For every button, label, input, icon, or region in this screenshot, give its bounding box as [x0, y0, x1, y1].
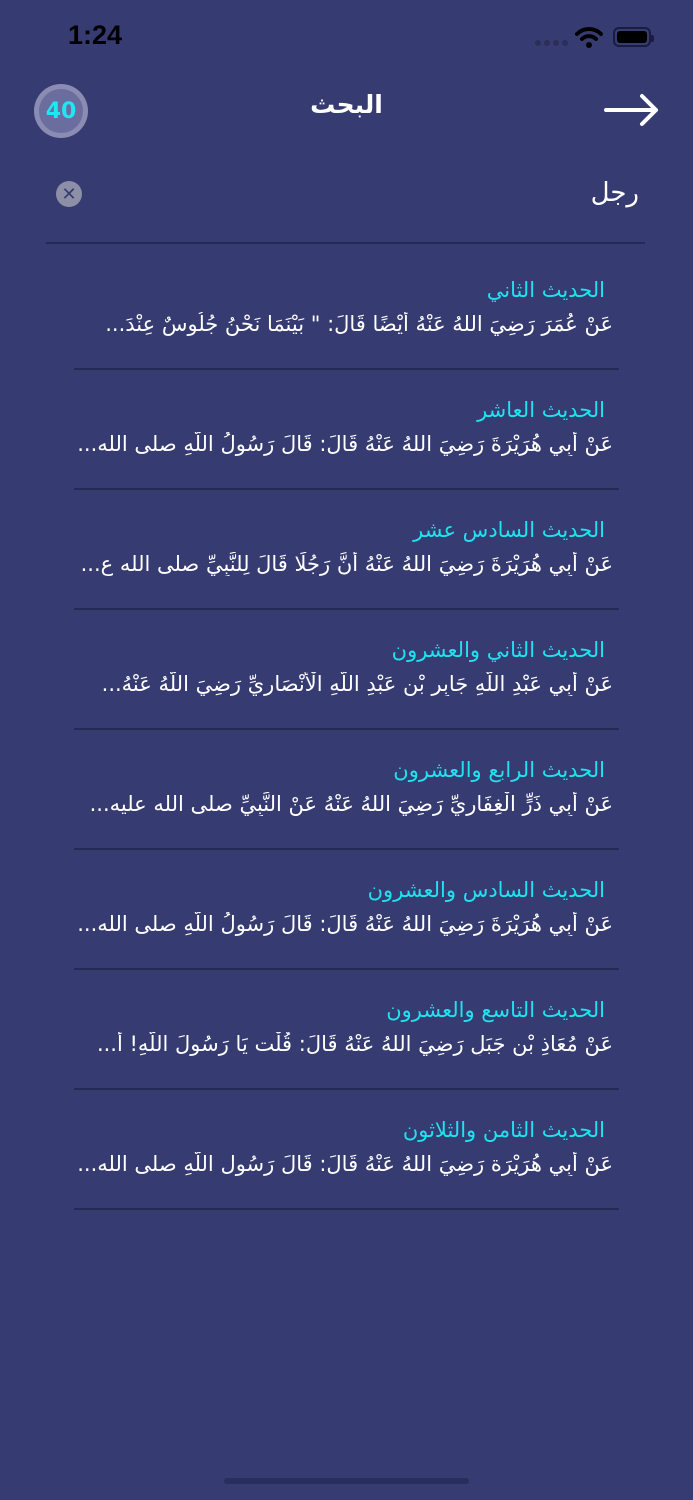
- list-item[interactable]: [74, 250, 619, 370]
- list-item[interactable]: [74, 730, 619, 850]
- list-item[interactable]: [74, 370, 619, 490]
- hadith-title: الحديث العاشر: [477, 398, 605, 422]
- hadith-title: الحديث الثاني والعشرون: [391, 638, 605, 662]
- hadith-title: الحديث الثاني: [486, 278, 605, 302]
- battery-icon: [613, 27, 651, 47]
- hadith-title: الحديث السادس عشر: [413, 518, 605, 542]
- hadith-snippet: عَنْ أَبِي هُرَيْرَةَ رَضِيَ اللهُ عَنْهُ أَنَّ رَجُلًا قَالَ لِلنَّبِيِّ صلى الله ع...: [80, 552, 613, 576]
- page-title: البحث: [310, 90, 383, 119]
- list-item[interactable]: [74, 970, 619, 1090]
- hadith-snippet: عَنْ أَبِي هُرَيْرَة رَضِيَ اللهُ عَنْهُ قَالَ: قَالَ رَسُول اللَّهِ صلى الله...: [77, 1152, 613, 1176]
- hadith-title: الحديث السادس والعشرون: [367, 878, 605, 902]
- hadith-snippet: عَنْ أَبِي هُرَيْرَةَ رَضِيَ اللهُ عَنْهُ قَالَ: قَالَ رَسُولُ اللَّهِ صلى الله...: [77, 432, 613, 456]
- hadith-title: الحديث التاسع والعشرون: [386, 998, 605, 1022]
- list-item[interactable]: [74, 490, 619, 610]
- home-indicator[interactable]: [224, 1478, 469, 1484]
- list-item[interactable]: [74, 1090, 619, 1210]
- status-bar: [0, 0, 693, 76]
- logo-text: 40: [39, 89, 83, 133]
- back-arrow-icon[interactable]: [604, 92, 660, 128]
- status-time: 1:24: [68, 20, 123, 50]
- search-field[interactable]: [46, 168, 645, 244]
- list-item[interactable]: [74, 610, 619, 730]
- hadith-title: الحديث الثامن والثلاثون: [402, 1118, 605, 1142]
- hadith-snippet: عَنْ أَبِي هُرَيْرَةَ رَضِيَ اللهُ عَنْهُ قَالَ: قَالَ رَسُولُ اللَّهِ صلى الله...: [77, 912, 613, 936]
- hadith-title: الحديث الرابع والعشرون: [393, 758, 605, 782]
- clear-search-button[interactable]: ✕: [56, 181, 82, 207]
- wifi-icon: [575, 26, 603, 48]
- hadith-snippet: عَنْ أَبِي ذَرٍّ الْغِفَارِيِّ رَضِيَ اللهُ عَنْهُ عَنْ النَّبِيِّ صلى الله عليه...: [89, 792, 613, 816]
- cellular-signal-icon: [535, 40, 568, 46]
- results-list: [74, 250, 619, 1210]
- search-input[interactable]: رجل: [590, 178, 639, 208]
- hadith-snippet: عَنْ مُعَاذِ بْنِ جَبَلٍ رَضِيَ اللهُ عَنْهُ قَالَ: قُلْت يَا رَسُولَ اللَّهِ! أَ...: [96, 1032, 613, 1056]
- hadith-snippet: عَنْ عُمَرَ رَضِيَ اللهُ عَنْهُ أَيْضًا قَالَ: " بَيْنَمَا نَحْنُ جُلُوسٌ عِنْدَ...: [105, 312, 613, 336]
- hadith-snippet: عَنْ أَبِي عَبْدِ اللَّهِ جَابِرِ بْنِ عَبْدِ اللَّهِ الْأَنْصَارِيِّ رَضِيَ اللَّهُ عَنْهُ...: [101, 672, 613, 696]
- list-item[interactable]: [74, 850, 619, 970]
